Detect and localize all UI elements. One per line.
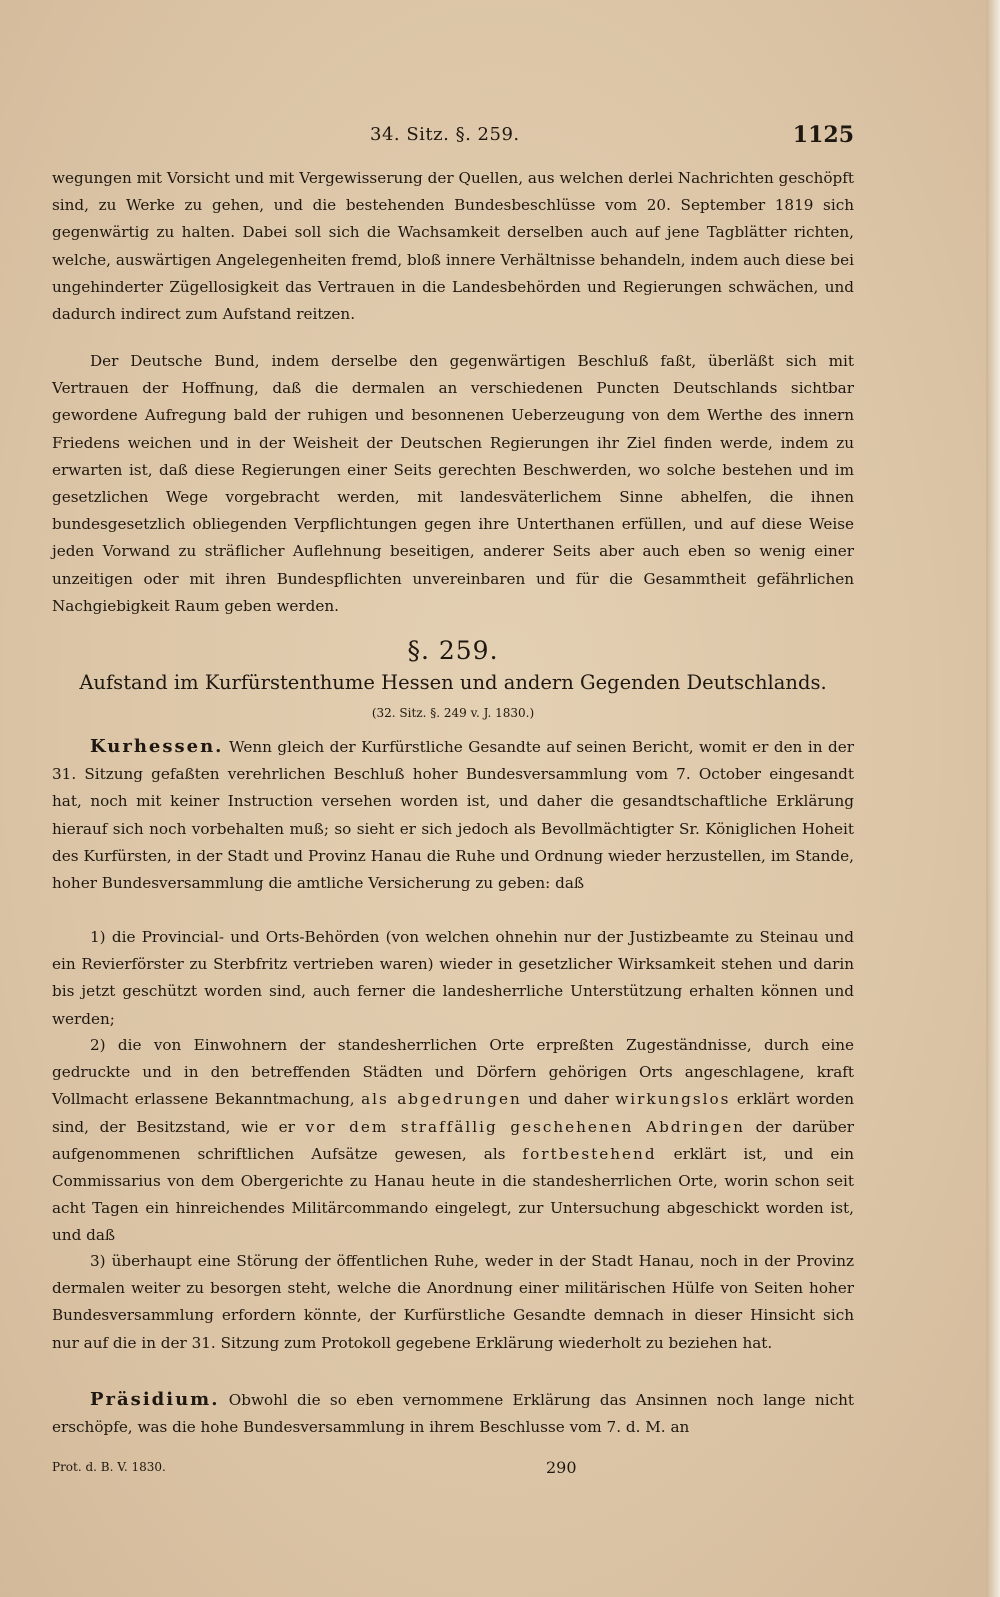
item-2-emph-vor-dem: vor dem straffällig geschehenen Abdringen	[305, 1117, 745, 1136]
item-2-part-i: erklärt ist, und ein Commissarius von dem Obergerichte zu Hanau heute in die standesherrlichen Orte, worin schon seit acht Tagen ein hinreichendes Militärcommando eingelegt, zur Untersuchung abgeschickt worden ist, und daß	[52, 1144, 855, 1245]
item-2-emph-fortbestehend: fortbestehend	[522, 1144, 657, 1163]
paragraph-2: Der Deutsche Bund, indem derselbe den gegenwärtigen Beschluß faßt, überläßt sich mit Vertrauen der Hoffnung, daß die dermalen an verschiedenen Puncten Deutschlands sichtbar gewordene Aufregung bald der ruhigen und besonnenen Ueberzeugung von dem Werthe des innern Friedens weichen und in der Weisheit der Deutschen Regierungen ihr Ziel finden werde, indem zu erwarten ist, daß diese Regierungen einer Seits gerechten Beschwerden, wo solche bestehen und im gesetzlichen Wege vorgebracht werden, mit landesväterlichem Sinne abhelfen, die ihnen bundesgesetzlich obliegenden Verpflichtungen gegen ihre Unterthanen erfüllen, und auf diese Weise jeden Vorwand zu sträflicher Auflehnung beseitigen, anderer Seits aber auch eben so wenig einer unzeitigen oder mit ihren Bundespflichten unvereinbaren und für die Gesammtheit gefährlichen Nachgiebigkeit Raum geben werden.	[52, 352, 854, 615]
item-2-part-g: der darüber aufgenommenen schriftlichen Aufsätze gewesen, als	[52, 1117, 854, 1163]
paragraph-3-text: Wenn gleich der Kurfürstliche Gesandte auf seinen Bericht, womit er den in der 31. Sitzung gefaßten verehrlichen Beschluß hoher Bundesversammlung vom 7. October eingesandt hat, noch mit keiner Instruction versehen worden ist, und daher die gesandtschaftliche Erklärung hierauf sich noch vorbehalten muß; so sieht er sich jedoch als Bevollmächtigter Sr. Königlichen Hoheit des Kurfürsten, in der Stadt und Provinz Hanau die Ruhe und Ordnung wieder herzustellen, im Stande, hoher Bundesversammlung die amtliche Versicherung zu geben: daß	[52, 738, 854, 893]
item-2-emph-abgedrungen: als abgedrungen	[361, 1090, 522, 1109]
list-item-2	[52, 1032, 854, 1250]
paragraph-1: wegungen mit Vorsicht und mit Vergewisserung der Quellen, aus welchen derlei Nachrichten geschöpft sind, zu Werke zu gehen, und die bestehenden Bundesbeschlüsse vom 20. September 1819 sich gegenwärtig zu halten. Dabei soll sich die Wachsamkeit derselben auch auf jene Tagblätter richten, welche, auswärtigen Angelegenheiten fremd, bloß innere Verhältnisse behandeln, indem auch diese bei ungehinderter Zügellosigkeit das Vertrauen in die Landesbehörden und Regierungen schwächen, und dadurch indirect zum Aufstand reitzen.	[52, 169, 854, 324]
footer-protocol-ref: Prot. d. B. V. 1830.	[52, 1460, 166, 1474]
paragraph-praesidium	[52, 1386, 854, 1441]
page-number: 1125	[792, 122, 854, 148]
paragraph-continuation	[52, 165, 854, 328]
item-2-part-c: und daher	[521, 1090, 616, 1109]
paragraph-4-text: Obwohl die so eben vernommene Erklärung das Ansinnen noch lange nicht erschöpfe, was die hohe Bundesversammlung in ihrem Beschlusse vom 7. d. M. an	[52, 1391, 854, 1437]
section-reference: (32. Sitz. §. 249 v. J. 1830.)	[371, 706, 535, 720]
item-2-emph-wirkungslos: wirkungslos	[615, 1090, 731, 1109]
list-item-3	[52, 1248, 854, 1357]
item-1-text: 1) die Provincial- und Orts-Behörden (von welchen ohnehin nur der Justizbeamte zu Steinau und ein Revierförster zu Sterbfritz vertrieben waren) wieder in gesetzlicher Wirksamkeit stehen und darin bis jetzt geschützt worden sind, auch ferner die landesherrliche Unterstützung erhalten können und werden;	[52, 928, 854, 1028]
item-2-part-e: erklärt worden sind, der Besitzstand, wie er	[52, 1090, 854, 1136]
item-2-text	[52, 1032, 854, 1250]
paragraph-3	[52, 733, 854, 897]
page-edge	[986, 0, 1000, 1597]
paragraph-bund	[52, 348, 854, 620]
paragraph-4-lead: Präsidium.	[90, 1389, 220, 1410]
list-item-1	[52, 924, 854, 1033]
paragraph-kurhessen	[52, 733, 854, 897]
paragraph-3-lead: Kurhessen.	[90, 736, 224, 757]
footer-signature-number: 290	[546, 1458, 577, 1477]
running-header	[52, 122, 854, 152]
paragraph-4	[52, 1386, 854, 1441]
header-section-ref: 34. Sitz. §. 259.	[370, 124, 520, 145]
section-title: Aufstand im Kurfürstenthume Hessen und andern Gegenden Deutschlands.	[79, 671, 827, 694]
item-3-text: 3) überhaupt eine Störung der öffentlichen Ruhe, weder in der Stadt Hanau, noch in der Provinz dermalen weiter zu besorgen steht, welche die Anordnung einer militärischen Hülfe von Seiten hoher Bundesversammlung erfordern könnte, der Kurfürstliche Gesandte demnach in dieser Hinsicht sich nur auf die in der 31. Sitzung zum Protokoll gegebene Erklärung wiederholt zu beziehen hat.	[52, 1252, 854, 1352]
section-number: §. 259.	[407, 636, 499, 665]
item-2-part-a: 2) die von Einwohnern der standesherrlichen Orte erpreßten Zugeständnisse, durch eine gedruckte und in den betreffenden Städten und Dörfern gehörigen Orts angeschlagene, kraft Vollmacht erlassene Bekanntmachung,	[52, 1036, 854, 1109]
